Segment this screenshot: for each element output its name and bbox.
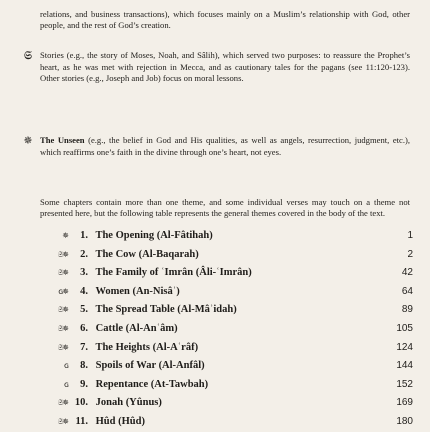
chapter-title: Women bbox=[95, 285, 130, 297]
toc-row[interactable] bbox=[63, 357, 413, 376]
theme-icons: 𝔖✵ bbox=[57, 323, 68, 333]
page-number: 169 bbox=[396, 397, 413, 409]
toc-row[interactable] bbox=[58, 283, 413, 302]
page-number: 64 bbox=[401, 285, 413, 297]
theme-icons: ɢ bbox=[63, 361, 68, 371]
chapter-transliteration: (Al-Mâʾidah) bbox=[177, 304, 237, 316]
chapter-number: 11. bbox=[75, 415, 88, 427]
intro-paragraph: relations, and business transactions), which focuses mainly on a Muslim’s relationship with God, other people, and the rest of God’s creation. bbox=[40, 8, 410, 31]
toc-row[interactable] bbox=[57, 264, 413, 283]
page-number: 105 bbox=[396, 322, 413, 334]
chapter-number: 3. bbox=[80, 267, 88, 279]
toc-row[interactable] bbox=[57, 320, 413, 339]
toc-row[interactable] bbox=[57, 246, 413, 265]
themes-paragraph: Some chapters contain more than one theme, and some individual verses may touch on a theme not presented here, but the following table represents the general themes covered in the body of the text. bbox=[40, 196, 410, 219]
toc-row[interactable] bbox=[57, 301, 413, 320]
page-number: 152 bbox=[396, 378, 413, 390]
chapter-title: The Opening bbox=[95, 230, 155, 241]
chapter-transliteration: (An-Nisâʾ) bbox=[132, 285, 180, 297]
chapter-transliteration: (Al-Aʿrâf) bbox=[152, 341, 199, 353]
theme-icons: 𝔖✵ bbox=[57, 416, 68, 426]
toc-row[interactable] bbox=[57, 394, 413, 413]
chapter-title: Hûd bbox=[95, 415, 116, 427]
chapter-number: 1. bbox=[80, 230, 88, 241]
page-number: 124 bbox=[396, 341, 413, 353]
chapter-transliteration: (Al-Anfâl) bbox=[158, 360, 205, 372]
toc-row[interactable] bbox=[57, 413, 413, 432]
theme-icons: 𝔖✵ bbox=[57, 268, 68, 278]
page-number: 1 bbox=[407, 230, 413, 241]
chapter-title: The Cow bbox=[95, 248, 136, 260]
stories-paragraph bbox=[24, 49, 410, 85]
chapter-transliteration: (At-Tawbah) bbox=[150, 378, 209, 390]
page-number: 42 bbox=[401, 267, 413, 279]
theme-icons: 𝔖✵ bbox=[57, 398, 68, 408]
unseen-label: The Unseen bbox=[40, 135, 85, 145]
chapter-title: Jonah bbox=[95, 397, 124, 409]
stories-text: Stories (e.g., the story of Moses, Noah, and Sâlih), which served two purposes: to reassure the Prophet’s heart, as he was met with rejection in Mecca, and as cautionary tales for the pagans (see 11:120-123). Other stories (e.g., Joseph and Job) focus on moral lessons. bbox=[40, 50, 410, 83]
star-cluster-icon: ✵ bbox=[23, 134, 33, 147]
theme-icons: ✵ bbox=[62, 231, 68, 240]
chapter-number: 10. bbox=[74, 397, 88, 409]
table-of-contents bbox=[57, 227, 413, 432]
page-number: 89 bbox=[401, 304, 413, 316]
chapter-number: 2. bbox=[80, 248, 88, 260]
chapter-number: 5. bbox=[80, 304, 88, 316]
chapter-title: Spoils of War bbox=[95, 360, 156, 372]
page-number: 2 bbox=[407, 248, 413, 260]
page-number: 144 bbox=[396, 360, 413, 372]
chapter-number: 6. bbox=[80, 322, 88, 334]
chapter-title: Repentance bbox=[95, 378, 149, 390]
toc-row[interactable] bbox=[57, 339, 413, 358]
theme-icons: 𝔖✵ bbox=[57, 249, 68, 259]
chapter-number: 4. bbox=[80, 285, 88, 297]
unseen-paragraph bbox=[23, 134, 410, 158]
chapter-number: 9. bbox=[80, 378, 88, 390]
theme-icons: 𝔖✵ bbox=[57, 342, 68, 352]
chapter-transliteration: (Hûd) bbox=[118, 415, 145, 427]
unseen-text: (e.g., the belief in God and His qualities, as well as angels, resurrection, judgment, etc.), which reaffirms one’s faith in the divine through one’s heart, not eyes. bbox=[40, 135, 410, 157]
theme-icons: 𝔖✵ bbox=[57, 305, 68, 315]
chapter-number: 8. bbox=[80, 360, 88, 372]
chapter-transliteration: (Al-Anʿâm) bbox=[125, 322, 178, 334]
chapter-title: Cattle bbox=[95, 322, 124, 334]
page-number: 180 bbox=[396, 415, 413, 427]
book-icon: 𝔖 bbox=[24, 49, 32, 62]
chapter-transliteration: (Al-Baqarah) bbox=[138, 248, 199, 260]
chapter-transliteration: (Yûnus) bbox=[125, 397, 162, 409]
theme-icons: ɢ✵ bbox=[58, 286, 68, 296]
chapter-title: The Spread Table bbox=[95, 304, 175, 316]
theme-icons: ɢ bbox=[63, 379, 68, 389]
chapter-transliteration: (Âli-ʿImrân) bbox=[195, 267, 252, 279]
chapter-title: The Heights bbox=[95, 341, 150, 353]
chapter-transliteration: (Al-Fâtihah) bbox=[156, 230, 213, 241]
chapter-number: 7. bbox=[80, 341, 88, 353]
toc-row[interactable] bbox=[63, 376, 413, 395]
toc-row[interactable] bbox=[62, 227, 413, 246]
chapter-title: The Family of ʿImrân bbox=[95, 267, 194, 279]
